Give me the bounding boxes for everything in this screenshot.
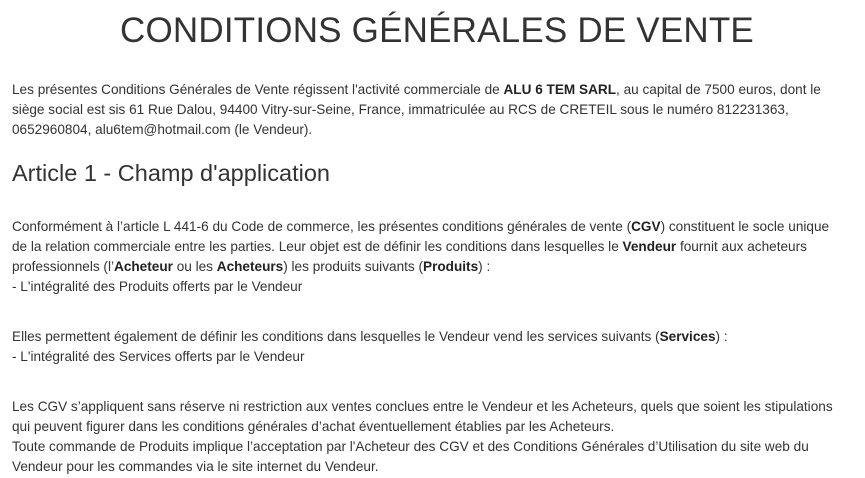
intro-line-1-start: Les présentes Conditions Générales de Vente régissent l'activité commerciale de [12,82,504,97]
p1-line-2-start: de la relation commerciale entre les parties. Leur objet est de définir les conditions dans lesquelles le [12,239,623,254]
p3-line-2: qui peuvent figurer dans les conditions générales d’achat éventuellement établies par les Acheteurs. [12,419,615,434]
p1-line-3-c: ou les [172,259,217,274]
p2-line-1-start: Elles permettent également de définir les conditions dans lesquelles le Vendeur vend les services suivants ( [12,329,660,344]
acheteur-term: Acheteur [114,259,173,274]
company-name: ALU 6 TEM SARL [503,82,617,97]
intro-line-1 [12,80,862,100]
intro-paragraph [12,80,862,140]
p1-line-1 [12,217,862,237]
produits-term: Produits [423,259,479,274]
p3-line-3: Toute commande de Produits implique l’acceptation par l'Acheteur des CGV et des Conditions Générales d’Utilisation du site web du [12,439,809,454]
vendeur-term: Vendeur [622,239,677,254]
p2-line-1 [12,327,862,347]
p1-line-2-end: fournit aux acheteurs [676,239,807,254]
p1-line-3-e: ) : [478,259,491,274]
article-1-paragraph-1 [12,217,862,297]
page-title: CONDITIONS GÉNÉRALES DE VENTE [120,11,754,50]
p2-line-2: - L'intégralité des Services offerts par le Vendeur [12,349,305,364]
p2-line-1-end: ) : [715,329,728,344]
p1-line-3-a: professionnels (l’ [12,259,114,274]
p3-line-4: Vendeur pour les commandes via le site internet du Vendeur. [12,459,379,474]
p1-line-4: - L'intégralité des Produits offerts par le Vendeur [12,279,303,294]
p1-line-2 [12,237,862,257]
services-term: Services [659,329,716,344]
intro-line-1-end: , au capital de 7500 euros, dont le [616,82,821,97]
p1-line-1-end: ) constituent le socle unique [660,219,830,234]
acheteurs-term: Acheteurs [216,259,284,274]
cgv-document [12,0,862,474]
p1-line-1-start: Conformément à l’article L 441-6 du Code de commerce, les présentes conditions générales de vente ( [12,219,632,234]
p3-line-1: Les CGV s’appliquent sans réserve ni restriction aux ventes conclues entre le Vendeur et les Acheteurs, quels que soient les stipulations [12,399,833,414]
p1-line-3 [12,257,862,277]
article-1-paragraph-2 [12,327,862,367]
cgv-term: CGV [631,219,661,234]
p1-line-3-d: ) les produits suivants ( [283,259,424,274]
article-1-paragraph-3 [12,397,862,477]
intro-line-3: 0652960804, alu6tem@hotmail.com (le Vendeur). [12,122,313,137]
article-1-title: Article 1 - Champ d'application [12,160,330,186]
intro-line-2: siège social est sis 61 Rue Dalou, 94400 Vitry-sur-Seine, France, immatriculée au RCS de CRETEIL sous le numéro 812231363, [12,102,789,117]
